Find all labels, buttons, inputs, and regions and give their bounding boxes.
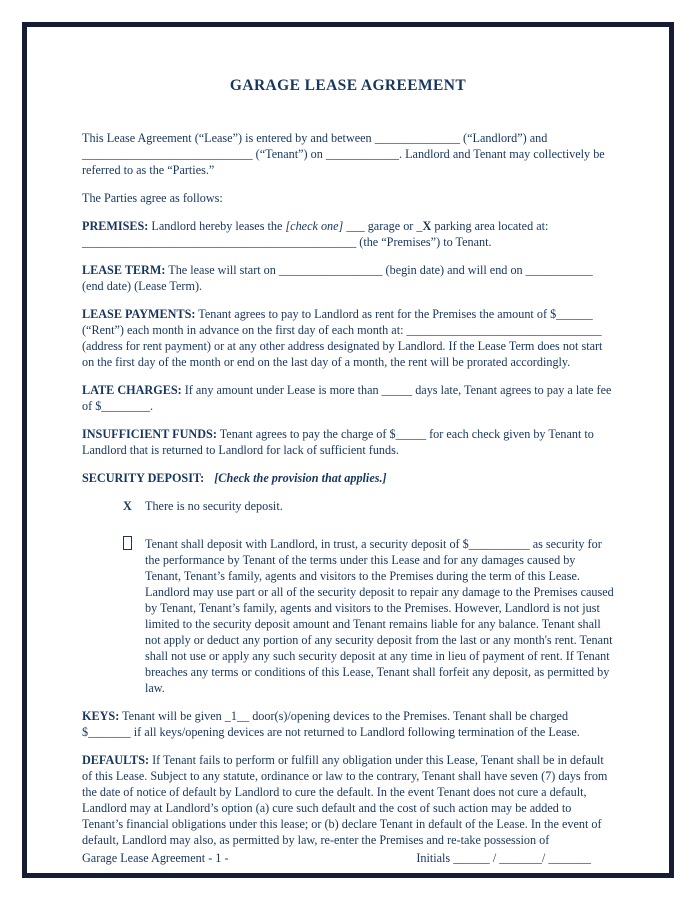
security-deposit-heading — [82, 470, 614, 486]
lease-term-text: The lease will start on _________________ (begin date) and will end on ___________ (end date) (Lease Term). — [82, 263, 593, 293]
premises-check-one: [check one] — [285, 219, 344, 233]
option-x-marker: X — [123, 499, 132, 513]
insufficient-funds-paragraph — [82, 426, 614, 458]
premises-text-3: parking area located at: _____________________________________________ (the “Premises”) to Tenant. — [82, 219, 549, 249]
defaults-label: DEFAULTS: — [82, 753, 150, 767]
insufficient-funds-label: INSUFFICIENT FUNDS: — [82, 427, 217, 441]
insufficient-funds-text: Tenant agrees to pay the charge of $_____ for each check given by Tenant to Landlord that is returned to Landlord for lack of sufficient funds. — [82, 427, 594, 457]
lease-payments-label: LEASE PAYMENTS: — [82, 307, 196, 321]
late-charges-text: If any amount under Lease is more than _____ days late, Tenant agrees to pay a late fee of $________. — [82, 383, 612, 413]
defaults-text: If Tenant fails to perform or fulfill any obligation under this Lease, Tenant shall be in default of this Lease. Subject to any statute, ordinance or law to the contrary, Tenant shall have seven (7) days from the date of notice of default by Landlord to cure the default. In the event Tenant does not cure a default, Landlord may at Landlord’s option (a) cure such default and the cost of such action may be added to Tenant’s financial obligations under this lease; or (b) declare Tenant in default of the Lease. In the event of default, Landlord may also, as permitted by law, re-enter the Premises and re-take possession of — [82, 753, 608, 847]
option-x-text: There is no security deposit. — [145, 499, 283, 513]
lease-payments-text: Tenant agrees to pay to Landlord as rent for the Premises the amount of $______ (“Rent”) each month in advance on the first day of each month at: ________________________________ (address for rent payment) or at any other address designated by Landlord. If the Lease Term does not start on the first day of the month or end on the last day of a month, the rent will be prorated accordingly. — [82, 307, 603, 369]
agreement-lead-in — [82, 190, 614, 206]
keys-paragraph — [82, 708, 614, 740]
option-deposit-text: Tenant shall deposit with Landlord, in trust, a security deposit of $__________ as security for the performance by Tenant of the terms under this Lease and for any damages caused by Tenant, Tenant’s family, agents and visitors to the Premises during the term of this Lease. Landlord may use part or all of the security deposit to repair any damage to the Premises caused by Tenant, Tenant’s family, agents and visitors to the Premises. However, Landlord is not just limited to the security deposit amount and Tenant remains liable for any balance. Tenant shall not apply or deduct any portion of any security deposit from the last or any month's rent. Tenant shall not use or apply any such security deposit at any time in lieu of payment of rent. If Tenant breaches any terms or conditions of this Lease, Tenant shall forfeit any deposit, as permitted by law. — [145, 537, 614, 695]
option-checkbox-marker — [123, 536, 145, 696]
footer-initials-line: Initials ______ / _______/ _______ — [416, 851, 591, 865]
late-charges-label: LATE CHARGES: — [82, 383, 182, 397]
lease-payments-paragraph — [82, 306, 614, 370]
keys-text: Tenant will be given _1__ door(s)/opening devices to the Premises. Tenant shall be charged $_______ if all keys/opening devices are not returned to Landlord following termination of the Lease. — [82, 709, 580, 739]
security-option-no-deposit — [123, 498, 614, 514]
document-body — [82, 76, 614, 860]
keys-label: KEYS: — [82, 709, 120, 723]
intro-text: This Lease Agreement (“Lease”) is entered by and between ______________ (“Landlord”) and ____________________________ (“Tenant”) on ____________. Landlord and Tenant may collectively be referred to as the “Parties.” — [82, 131, 605, 177]
premises-text-1: Landlord hereby leases the — [148, 219, 286, 233]
footer-document-name: Garage Lease Agreement - 1 - — [82, 851, 229, 865]
lease-term-label: LEASE TERM: — [82, 263, 166, 277]
agreement-lead-in-text: The Parties agree as follows: — [82, 191, 223, 205]
document-title: GARAGE LEASE AGREEMENT — [229, 77, 467, 94]
intro-paragraph — [82, 130, 614, 178]
checkbox-icon — [123, 536, 132, 550]
page-footer — [82, 851, 639, 866]
lease-term-paragraph — [82, 262, 614, 294]
premises-x-mark: X — [422, 219, 432, 233]
premises-paragraph — [82, 218, 614, 250]
security-option-deposit — [123, 536, 614, 696]
late-charges-paragraph — [82, 382, 614, 414]
security-deposit-instruction: [Check the provision that applies.] — [214, 471, 387, 485]
security-deposit-label: SECURITY DEPOSIT: — [82, 471, 205, 485]
defaults-paragraph — [82, 752, 614, 848]
premises-label: PREMISES: — [82, 219, 149, 233]
premises-text-2: ___ garage or _ — [343, 219, 423, 233]
